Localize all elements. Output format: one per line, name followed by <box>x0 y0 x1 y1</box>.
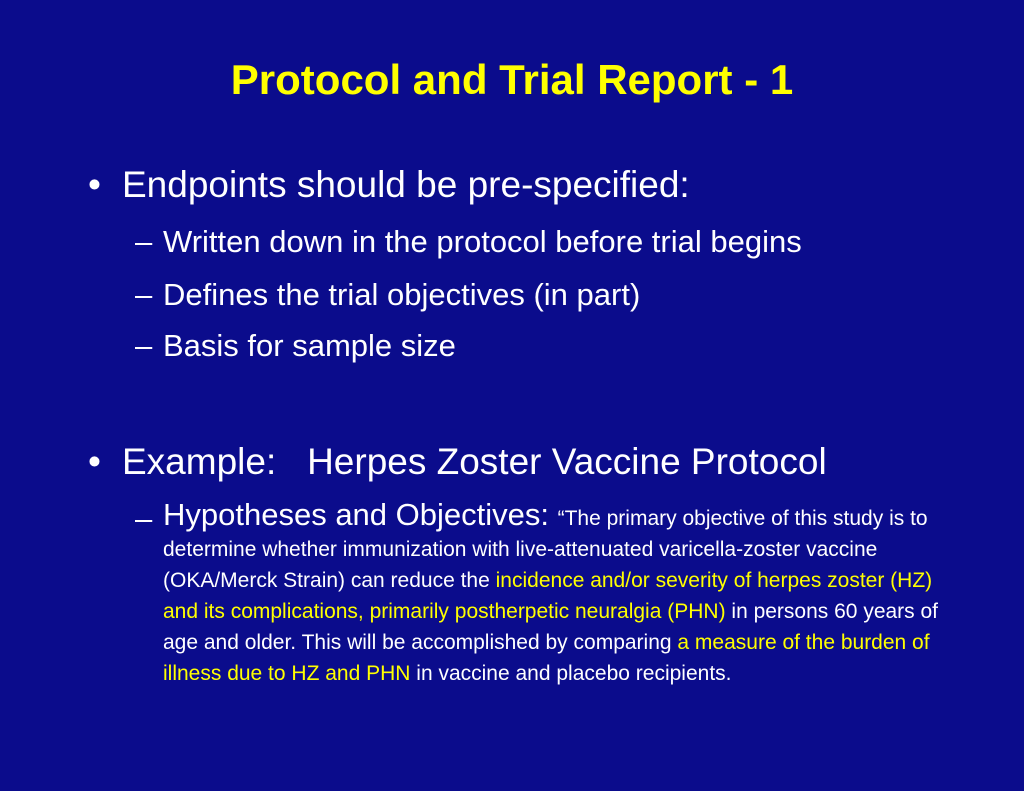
quote-part-1: “The primary objective of this study is to determine whether immunization with live-attenuated varicella-zoster vaccine (OKA/Merck Strain) can reduce the <box>163 507 928 592</box>
subitem-marker: – <box>135 501 153 536</box>
subitem-sample-size <box>135 326 456 366</box>
subitem-marker: – <box>135 224 153 259</box>
bullet-text: Example: Herpes Zoster Vaccine Protocol <box>122 441 827 482</box>
quote-part-2: in persons 60 years of age and older. This will be accomplished by comparing <box>163 600 939 654</box>
subitem-written-down <box>135 222 802 262</box>
slide-title: Protocol and Trial Report - 1 <box>230 56 794 103</box>
subitem-marker: – <box>135 277 153 312</box>
subitem-text: Defines the trial objectives (in part) <box>163 277 641 312</box>
subitem-text: Written down in the protocol before trial begins <box>163 224 802 259</box>
subitem-marker: – <box>135 328 153 363</box>
quote-highlight-1: incidence and/or severity of herpes zoster (HZ) and its complications, primarily postherpetic neuralgia (PHN) <box>163 569 933 623</box>
bullet-marker: • <box>88 441 101 482</box>
quote-part-3: in vaccine and placebo recipients. <box>410 662 732 685</box>
quote-highlight-2: a measure of the burden of illness due to HZ and PHN <box>163 631 930 685</box>
bullet-example <box>88 440 827 484</box>
hypotheses-heading: Hypotheses and Objectives: <box>163 497 558 532</box>
bullet-marker: • <box>88 164 101 205</box>
subitem-defines-objectives <box>135 275 640 315</box>
subitem-text: Basis for sample size <box>163 328 456 363</box>
hypotheses-paragraph <box>163 499 953 689</box>
bullet-text: Endpoints should be pre-specified: <box>122 164 690 205</box>
bullet-endpoints <box>88 163 690 207</box>
